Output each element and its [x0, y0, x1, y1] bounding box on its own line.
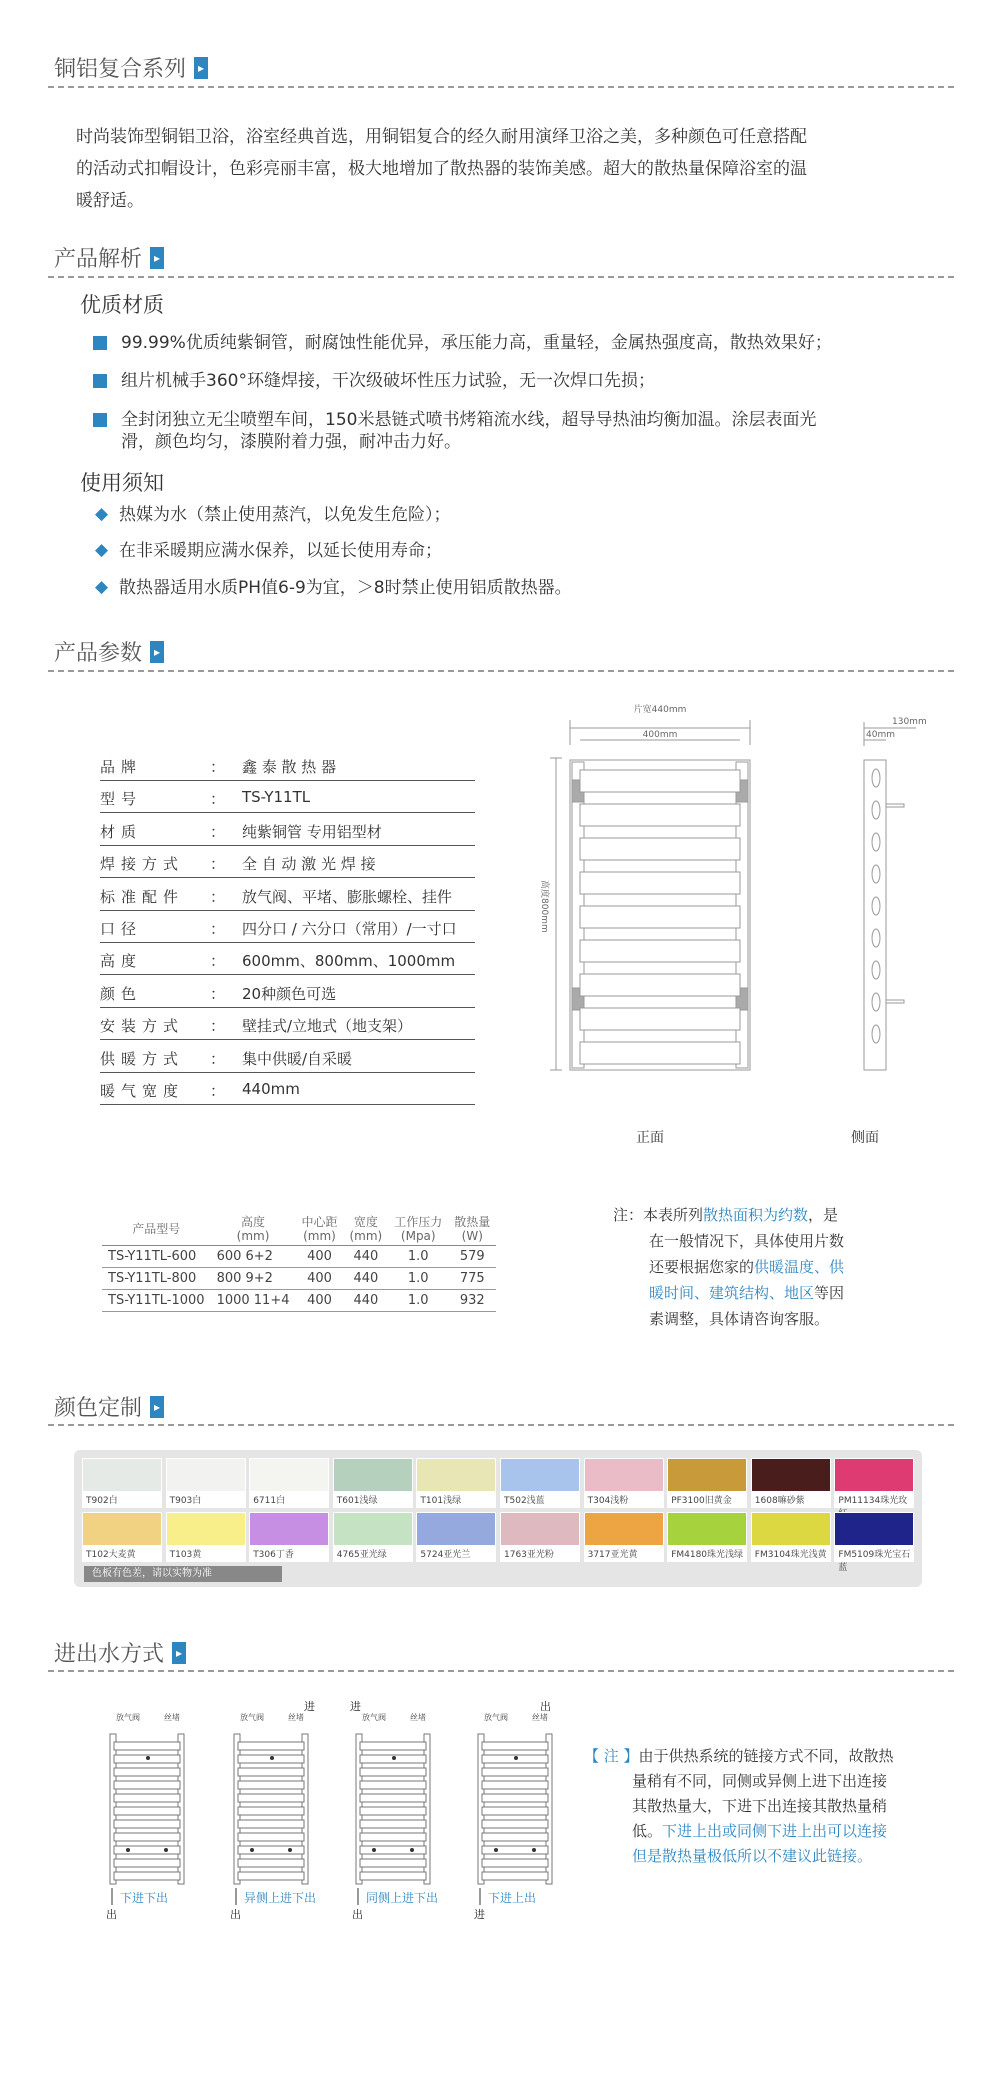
- side-inner-label: 40mm: [866, 730, 895, 740]
- side-fin: [872, 865, 880, 883]
- spec-label: 型号: [100, 790, 143, 809]
- spec-value: 全 自 动 激 光 焊 接: [242, 855, 376, 874]
- param-header: 产品型号: [102, 1213, 211, 1246]
- side-fin: [872, 961, 880, 979]
- arrow-icon: ▸: [194, 57, 208, 79]
- color-swatch: [416, 1512, 496, 1562]
- radiator-fin: [580, 1008, 740, 1030]
- spec-row: [100, 748, 475, 781]
- color-swatch: [667, 1512, 747, 1562]
- spec-colon: ：: [210, 984, 226, 1003]
- radiator-fin: [580, 838, 740, 860]
- swatch-color: [250, 1513, 328, 1545]
- section-title-colors: 颜色定制 ▸: [54, 1391, 164, 1422]
- color-swatch: [584, 1512, 664, 1562]
- swatch-name: T306丁香: [253, 1550, 294, 1560]
- height-label: 高度800mm: [539, 880, 549, 933]
- spec-colon: ：: [210, 920, 226, 938]
- arrow-icon: ▸: [150, 641, 164, 663]
- water-diagram: [228, 1700, 348, 1924]
- out-label: 出: [106, 1908, 117, 1920]
- spec-colon: ：: [210, 1082, 226, 1100]
- swatch-color: [501, 1513, 579, 1545]
- swatch-color: [585, 1459, 663, 1491]
- swatch-color: [668, 1459, 746, 1491]
- table-row: [102, 1246, 496, 1268]
- out-label: 出: [352, 1908, 363, 1920]
- divider: [48, 1670, 954, 1672]
- section-title-analysis: 产品解析 ▸: [54, 242, 164, 273]
- spec-value: 600mm、800mm、1000mm: [242, 952, 456, 971]
- swatch-color: [83, 1459, 161, 1491]
- side-fin: [872, 769, 880, 787]
- param-header: 高度 (mm): [211, 1213, 296, 1246]
- color-swatch: [333, 1512, 413, 1562]
- radiator-fin: [580, 770, 740, 792]
- swatch-name: PF3100旧黄金: [671, 1496, 732, 1506]
- quality-item: 99.99%优质纯紫铜管，耐腐蚀性能优异，承压能力高，重量轻，金属热强度高，散热效果好；: [121, 333, 832, 353]
- spec-colon: ：: [210, 855, 226, 874]
- color-swatch-panel: [74, 1450, 922, 1587]
- intro-paragraph: 时尚装饰型铜铝卫浴，浴室经典首选，用铜铝复合的经久耐用演绎卫浴之美，多种颜色可任意搭配 的活动式扣帽设计，色彩亮丽丰富，极大地增加了散热器的装饰美感。超大的散热量保障浴室的温 暖舒适。: [76, 127, 807, 211]
- swatch-color: [167, 1459, 245, 1491]
- swatch-color: [501, 1459, 579, 1491]
- table-cell: 775: [448, 1268, 496, 1290]
- table-cell: 440: [344, 1268, 389, 1290]
- plug-label: 丝堵: [288, 1713, 304, 1722]
- table-cell: 932: [448, 1290, 496, 1312]
- spec-colon: ：: [210, 822, 226, 841]
- radiator-fin: [580, 1042, 740, 1064]
- spec-row: [100, 1040, 475, 1073]
- valve-label: 放气阀: [362, 1713, 386, 1722]
- side-fin: [872, 1025, 880, 1043]
- spec-value: 鑫 泰 散 热 器: [242, 758, 337, 776]
- spec-value: 集中供暖/自采暖: [242, 1049, 353, 1068]
- in-label: 进: [474, 1908, 485, 1920]
- spec-value: 壁挂式/立地式（地支架）: [242, 1017, 413, 1036]
- param-header: 散热量 (W): [448, 1213, 496, 1246]
- color-swatch: [584, 1458, 664, 1508]
- front-view-label: 正面: [636, 1130, 664, 1146]
- swatch-name: T103黄: [169, 1550, 202, 1560]
- usage-item: 散热器适用水质PH值6-9为宜，＞8时禁止使用铝质散热器。: [119, 578, 572, 598]
- spec-colon: ：: [210, 1049, 226, 1068]
- in-label: 进: [350, 1700, 361, 1713]
- color-swatch: [82, 1458, 162, 1508]
- table-cell: TS-Y11TL-600: [102, 1246, 211, 1268]
- water-diagram: [104, 1700, 224, 1924]
- radiator-fin: [580, 906, 740, 928]
- usage-item: 在非采暖期应满水保养，以延长使用寿命；: [119, 541, 442, 561]
- spec-value: 四分口 / 六分口（常用）/一寸口: [242, 920, 457, 938]
- swatch-color: [752, 1459, 830, 1491]
- spec-row: [100, 975, 475, 1008]
- quality-item: 组片机械手360°环缝焊接，干次级破坏性压力试验，无一次焊口先损；: [121, 371, 655, 391]
- swatch-name: T304浅粉: [587, 1496, 629, 1506]
- arrow-icon: ▸: [150, 1396, 164, 1418]
- swatch-color: [585, 1513, 663, 1545]
- divider: [48, 86, 954, 88]
- swatch-name: FM4180珠光浅绿: [671, 1550, 744, 1560]
- spec-row: [100, 942, 475, 975]
- spec-value: 纯紫铜管 专用铝型材: [242, 822, 382, 841]
- table-row: [102, 1268, 496, 1290]
- table-row: [102, 1290, 496, 1312]
- spec-row: [100, 813, 475, 846]
- quality-title: 优质材质: [80, 293, 164, 317]
- side-view: [864, 722, 916, 1070]
- color-swatch: [751, 1458, 831, 1508]
- swatch-color: [835, 1513, 913, 1545]
- spec-colon: ：: [210, 1017, 226, 1036]
- param-table: [102, 1213, 496, 1312]
- spec-colon: ：: [210, 790, 226, 809]
- swatch-name: T101浅绿: [420, 1496, 462, 1506]
- spec-label: 焊接方式: [100, 855, 185, 874]
- swatch-color: [417, 1459, 495, 1491]
- bullet-square-icon: [93, 374, 107, 388]
- bullet-square-icon: [93, 413, 107, 427]
- swatch-name: T102大麦黄: [86, 1550, 136, 1560]
- spec-value: TS-Y11TL: [242, 788, 311, 807]
- swatch-name: 1763亚光粉: [504, 1550, 554, 1560]
- spec-label: 颜色: [100, 984, 143, 1003]
- spec-row: [100, 1072, 475, 1105]
- side-view-label: 侧面: [851, 1130, 879, 1146]
- spec-label: 品牌: [100, 758, 143, 776]
- spec-row: [100, 845, 475, 878]
- swatch-name: 3717亚光黄: [587, 1550, 638, 1560]
- table-cell: 400: [295, 1268, 343, 1290]
- bullet-diamond-icon: ◆: [95, 504, 109, 524]
- water-note: 【 注 】由于供热系统的链接方式不同，故散热 量稍有不同，同侧或异侧上进下出连接 其散热量大，下进下出连接其散热量稍 低。下进上出或同侧下进上出可以连接 但是散热量极低所以不建议此链接。: [584, 1747, 894, 1865]
- spec-value: 放气阀、平堵、膨胀螺栓、挂件: [242, 887, 453, 906]
- spec-label: 暖气宽度: [100, 1082, 185, 1100]
- arrow-icon: ▸: [172, 1642, 186, 1664]
- quality-item: 滑，颜色均匀，漆膜附着力强，耐冲击力好。: [121, 432, 461, 452]
- spec-label: 高度: [100, 952, 143, 971]
- table-cell: 600 6+2: [211, 1246, 296, 1268]
- out-label: 出: [230, 1908, 241, 1920]
- swatch-color: [250, 1459, 328, 1491]
- color-swatch: [166, 1458, 246, 1508]
- color-swatch: [834, 1512, 914, 1573]
- color-swatch: [667, 1458, 747, 1508]
- swatch-color: [83, 1513, 161, 1545]
- color-note: 色板有色差，请以实物为准: [84, 1566, 282, 1582]
- diagram-caption: 下进下出: [120, 1891, 169, 1905]
- table-cell: 800 9+2: [211, 1268, 296, 1290]
- section-title-water: 进出水方式 ▸: [54, 1637, 186, 1668]
- bullet-diamond-icon: ◆: [95, 577, 109, 597]
- color-swatch: [500, 1512, 580, 1562]
- table-cell: TS-Y11TL-800: [102, 1268, 211, 1290]
- table-cell: 1.0: [388, 1268, 448, 1290]
- spec-label: 供暖方式: [100, 1049, 185, 1068]
- divider: [48, 670, 954, 672]
- swatch-name: T903白: [169, 1496, 202, 1506]
- swatch-color: [334, 1459, 412, 1491]
- swatch-name: 6711白: [253, 1496, 286, 1506]
- color-swatch: [416, 1458, 496, 1508]
- side-fin: [872, 929, 880, 947]
- swatch-color: [835, 1459, 913, 1491]
- table-cell: 440: [344, 1290, 389, 1312]
- spec-label: 安装方式: [100, 1017, 185, 1036]
- side-fin: [872, 897, 880, 915]
- diagram-caption: 下进上出: [488, 1891, 537, 1905]
- side-total-label: 130mm: [892, 717, 927, 727]
- color-swatch: [751, 1512, 831, 1562]
- table-cell: 1.0: [388, 1290, 448, 1312]
- swatch-name: 1608嘛砂紫: [754, 1496, 805, 1506]
- table-cell: 579: [448, 1246, 496, 1268]
- side-fin: [872, 833, 880, 851]
- table-note: 注：本表所列散热面积为约数，是 在一般情况下，具体使用片数 还要根据您家的供暖温度、供 暖时间、建筑结构、地区等因 素调整，具体请咨询客服。: [613, 1206, 845, 1328]
- swatch-name: T601浅绿: [336, 1496, 378, 1506]
- valve-label: 放气阀: [240, 1713, 264, 1722]
- plug-label: 丝堵: [164, 1713, 180, 1722]
- divider: [48, 276, 954, 278]
- spec-label: 口径: [100, 920, 143, 938]
- spec-colon: ：: [210, 887, 226, 906]
- diagram-caption: 异侧上进下出: [244, 1891, 317, 1905]
- table-cell: TS-Y11TL-1000: [102, 1290, 211, 1312]
- swatch-color: [668, 1513, 746, 1545]
- arrow-icon: ▸: [150, 247, 164, 269]
- swatch-name: PM11134珠光玫: [838, 1496, 908, 1506]
- quality-item: 全封闭独立无尘喷塑车间，150米悬链式喷书烤箱流水线，超导导热油均衡加温。涂层表面光: [121, 410, 817, 430]
- water-diagram: [350, 1700, 470, 1924]
- spec-value: 440mm: [242, 1080, 300, 1098]
- color-swatch: [333, 1458, 413, 1508]
- plug-label: 丝堵: [532, 1713, 548, 1722]
- swatch-name: FM5109珠光宝石蓝: [838, 1550, 911, 1573]
- valve-label: 放气阀: [484, 1713, 508, 1722]
- table-cell: 1000 11+4: [211, 1290, 296, 1312]
- swatch-color: [752, 1513, 830, 1545]
- spec-value: 20种颜色可选: [242, 984, 337, 1003]
- swatch-name: FM3104珠光浅黄: [754, 1550, 827, 1560]
- color-swatch: [249, 1458, 329, 1508]
- spec-row: [100, 878, 475, 911]
- table-cell: 1.0: [388, 1246, 448, 1268]
- color-swatch: [834, 1458, 914, 1508]
- spec-row: [100, 780, 475, 813]
- side-fin: [872, 801, 880, 819]
- spec-label: 材质: [100, 822, 143, 841]
- color-swatch: [166, 1512, 246, 1562]
- width-total-label: 片宽440mm: [633, 705, 687, 715]
- table-cell: 400: [295, 1290, 343, 1312]
- swatch-name: T902白: [86, 1496, 118, 1506]
- section-title-params: 产品参数 ▸: [54, 636, 164, 667]
- swatch-color: [334, 1513, 412, 1545]
- param-header: 工作压力 (Mpa): [388, 1213, 448, 1246]
- radiator-fin: [580, 974, 740, 996]
- plug-label: 丝堵: [410, 1713, 426, 1722]
- table-cell: 400: [295, 1246, 343, 1268]
- swatch-color: [417, 1513, 495, 1545]
- diagram-caption: 同侧上进下出: [366, 1891, 439, 1905]
- radiator-drawing: [520, 700, 940, 1160]
- table-cell: 440: [344, 1246, 389, 1268]
- width-inner-label: 400mm: [642, 730, 678, 740]
- spec-row: [100, 910, 475, 943]
- bullet-diamond-icon: ◆: [95, 540, 109, 560]
- spec-label: 标准配件: [100, 887, 185, 906]
- color-swatch: [249, 1512, 329, 1562]
- bullet-square-icon: [93, 336, 107, 350]
- radiator-fin: [580, 872, 740, 894]
- param-header: 宽度 (mm): [344, 1213, 389, 1246]
- usage-item: 热媒为水（禁止使用蒸汽，以免发生危险）；: [119, 505, 451, 525]
- swatch-color: [167, 1513, 245, 1545]
- swatch-name: T502浅蓝: [504, 1496, 545, 1506]
- spec-row: [100, 1007, 475, 1040]
- out-label: 出: [540, 1700, 551, 1713]
- swatch-name: 4765亚光绿: [336, 1550, 387, 1560]
- spec-colon: ：: [210, 952, 226, 971]
- color-swatch: [82, 1512, 162, 1562]
- water-diagram: [472, 1700, 592, 1924]
- valve-label: 放气阀: [116, 1713, 140, 1722]
- radiator-fin: [580, 804, 740, 826]
- swatch-name: 5724亚光兰: [420, 1550, 471, 1560]
- radiator-fin: [580, 940, 740, 962]
- in-label: 进: [304, 1700, 315, 1713]
- param-header: 中心距 (mm): [295, 1213, 343, 1246]
- section-title-series: 铜铝复合系列 ▸: [54, 52, 208, 83]
- spec-colon: ：: [210, 758, 226, 776]
- usage-title: 使用须知: [80, 471, 164, 495]
- color-swatch: [500, 1458, 580, 1508]
- side-fin: [872, 993, 880, 1011]
- divider: [48, 1424, 954, 1426]
